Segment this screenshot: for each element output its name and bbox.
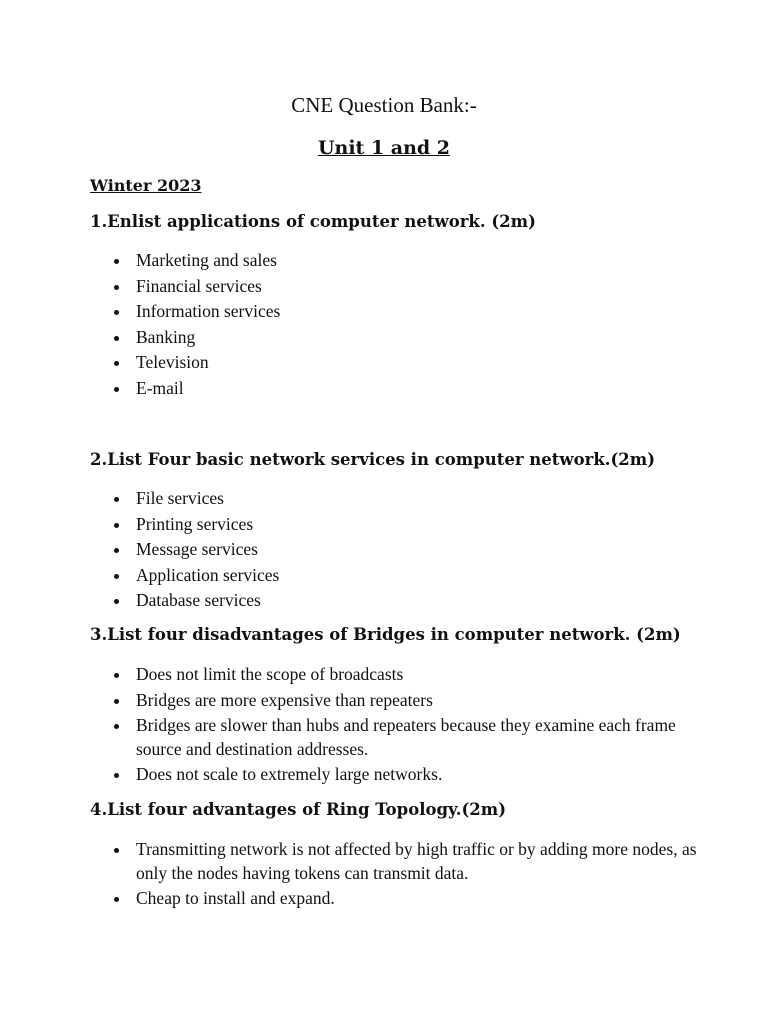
list-item: Financial services <box>112 275 712 299</box>
question-2-answers <box>112 487 712 615</box>
list-item: Does not limit the scope of broadcasts <box>112 663 712 687</box>
list-item: Transmitting network is not affected by high traffic or by adding more nodes, as only the nodes having tokens can transmit data. <box>112 838 712 885</box>
question-4-heading: 4.List four advantages of Ring Topology.(2m) <box>90 800 507 819</box>
list-item: Message services <box>112 538 712 562</box>
list-item: Database services <box>112 589 712 613</box>
question-1-heading: 1.Enlist applications of computer network. (2m) <box>90 212 536 231</box>
document-title: CNE Question Bank:- <box>291 93 477 117</box>
list-item: Application services <box>112 564 712 588</box>
question-1-answers <box>112 249 712 402</box>
list-item: Does not scale to extremely large networks. <box>112 763 712 787</box>
list-item: Marketing and sales <box>112 249 712 273</box>
question-3-answers <box>112 663 712 789</box>
unit-title: Unit 1 and 2 <box>317 137 451 159</box>
term-heading: Winter 2023 <box>90 176 202 195</box>
question-3-heading: 3.List four disadvantages of Bridges in computer network. (2m) <box>90 625 681 644</box>
list-item: Cheap to install and expand. <box>112 887 712 911</box>
question-4-answers <box>112 838 712 913</box>
list-item: Information services <box>112 300 712 324</box>
list-item: Bridges are slower than hubs and repeaters because they examine each frame source and destination addresses. <box>112 714 712 761</box>
list-item: Printing services <box>112 513 712 537</box>
question-2-heading: 2.List Four basic network services in computer network.(2m) <box>90 450 656 469</box>
list-item: Television <box>112 351 712 375</box>
list-item: Bridges are more expensive than repeaters <box>112 689 712 713</box>
list-item: File services <box>112 487 712 511</box>
list-item: E-mail <box>112 377 712 401</box>
list-item: Banking <box>112 326 712 350</box>
